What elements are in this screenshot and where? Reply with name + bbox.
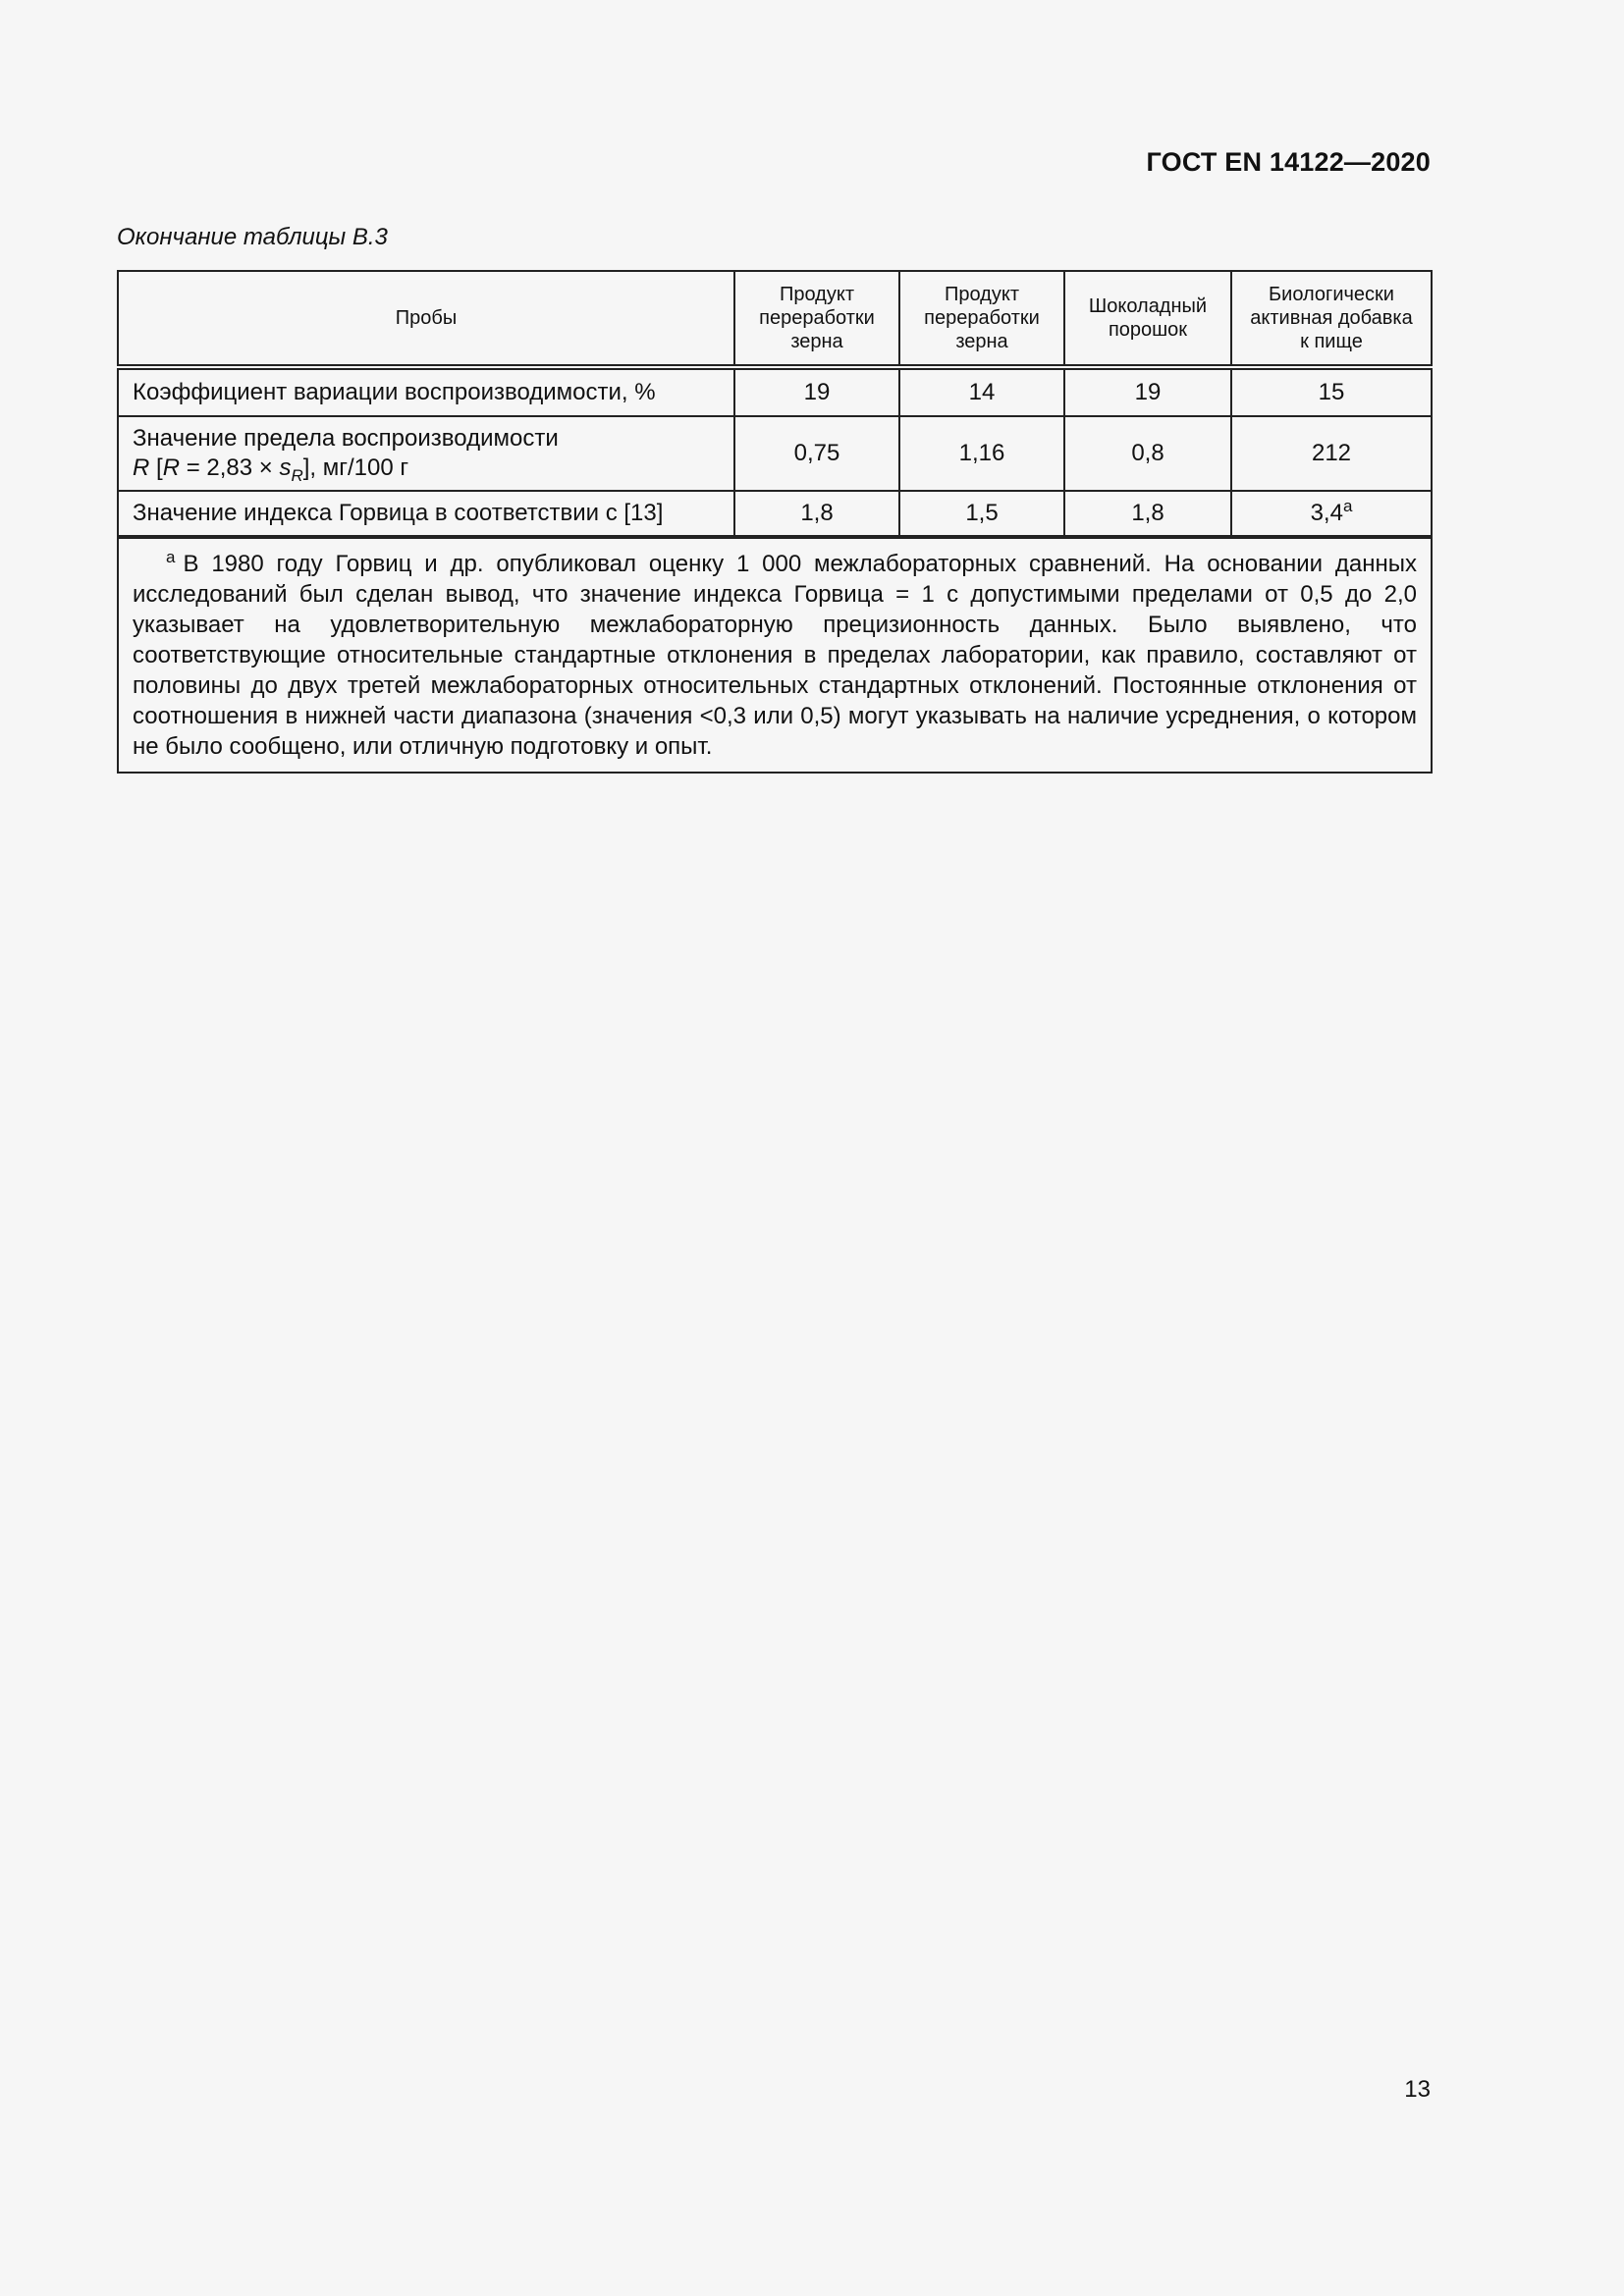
footnote-mark: a: [166, 548, 176, 566]
table-row: [118, 367, 1432, 416]
equation-text: = 2,83 ×: [180, 454, 280, 481]
table-row: [118, 416, 1432, 491]
table-cell: 1,8: [1064, 491, 1231, 537]
unit-text: ], мг/100 г: [302, 454, 409, 481]
table-cell: 19: [1064, 367, 1231, 416]
document-code: ГОСТ EN 14122—2020: [1146, 147, 1431, 177]
footnote-row: [118, 537, 1432, 773]
symbol-R: R: [133, 454, 150, 481]
table-cell: 1,8: [734, 491, 899, 537]
cell-value: 3,4: [1310, 500, 1343, 526]
table-caption: Окончание таблицы В.3: [117, 224, 388, 250]
column-header-samples: Пробы: [118, 271, 734, 367]
column-header-grain-product-1: Продукт переработки зерна: [734, 271, 899, 367]
table-cell: 0,75: [734, 416, 899, 491]
row-label-reproducibility-limit: [118, 416, 734, 491]
column-header-dietary-supplement: Биологически активная добавка к пище: [1231, 271, 1432, 367]
page-number: 13: [1404, 2076, 1431, 2103]
row-label-horwitz-index: Значение индекса Горвица в соответствии с [13]: [118, 491, 734, 537]
table-header-row: [118, 271, 1432, 367]
table-cell: 14: [899, 367, 1064, 416]
bracket-open: [: [149, 454, 163, 481]
table-cell: 1,5: [899, 491, 1064, 537]
row-label-reproducibility-cv: Коэффициент вариации воспроизводимости, %: [118, 367, 734, 416]
row-label-line1: Значение предела воспроизводимости: [133, 425, 559, 452]
subscript-R: R: [291, 465, 303, 485]
symbol-R-inner: R: [162, 454, 181, 481]
table-cell: 1,16: [899, 416, 1064, 491]
table-cell: 15: [1231, 367, 1432, 416]
footnote-cell: [118, 537, 1432, 773]
symbol-s: s: [279, 454, 292, 481]
footnote-reference: a: [1342, 497, 1353, 515]
precision-table: [117, 270, 1433, 774]
column-header-chocolate-powder: Шоколадный порошок: [1064, 271, 1231, 367]
table-cell: 19: [734, 367, 899, 416]
table-cell: 0,8: [1064, 416, 1231, 491]
column-header-grain-product-2: Продукт переработки зерна: [899, 271, 1064, 367]
table-cell: 212: [1231, 416, 1432, 491]
table-cell: [1231, 491, 1432, 537]
table-row: [118, 491, 1432, 537]
footnote-text: В 1980 году Горвиц и др. опубликовал оценку 1 000 межлабораторных сравнений. На основании данных исследований был сделан вывод, что значение индекса Горвица = 1 с допустимыми пределами от 0,5 до 2,0 указывает на удовлетворительную межлабораторную прецизионность данных. Было выявлено, что соответствующие относительные стандартные отклонения в пределах лаборатории, как правило, составляют от половины до двух третей межлабораторных относительных стандартных отклонений. Постоянные отклонения от соотношения в нижней части диапазона (значения <0,3 или 0,5) могут указывать на наличие усреднения, о котором не было сообщено, или отличную подготовку и опыт.: [133, 551, 1417, 760]
